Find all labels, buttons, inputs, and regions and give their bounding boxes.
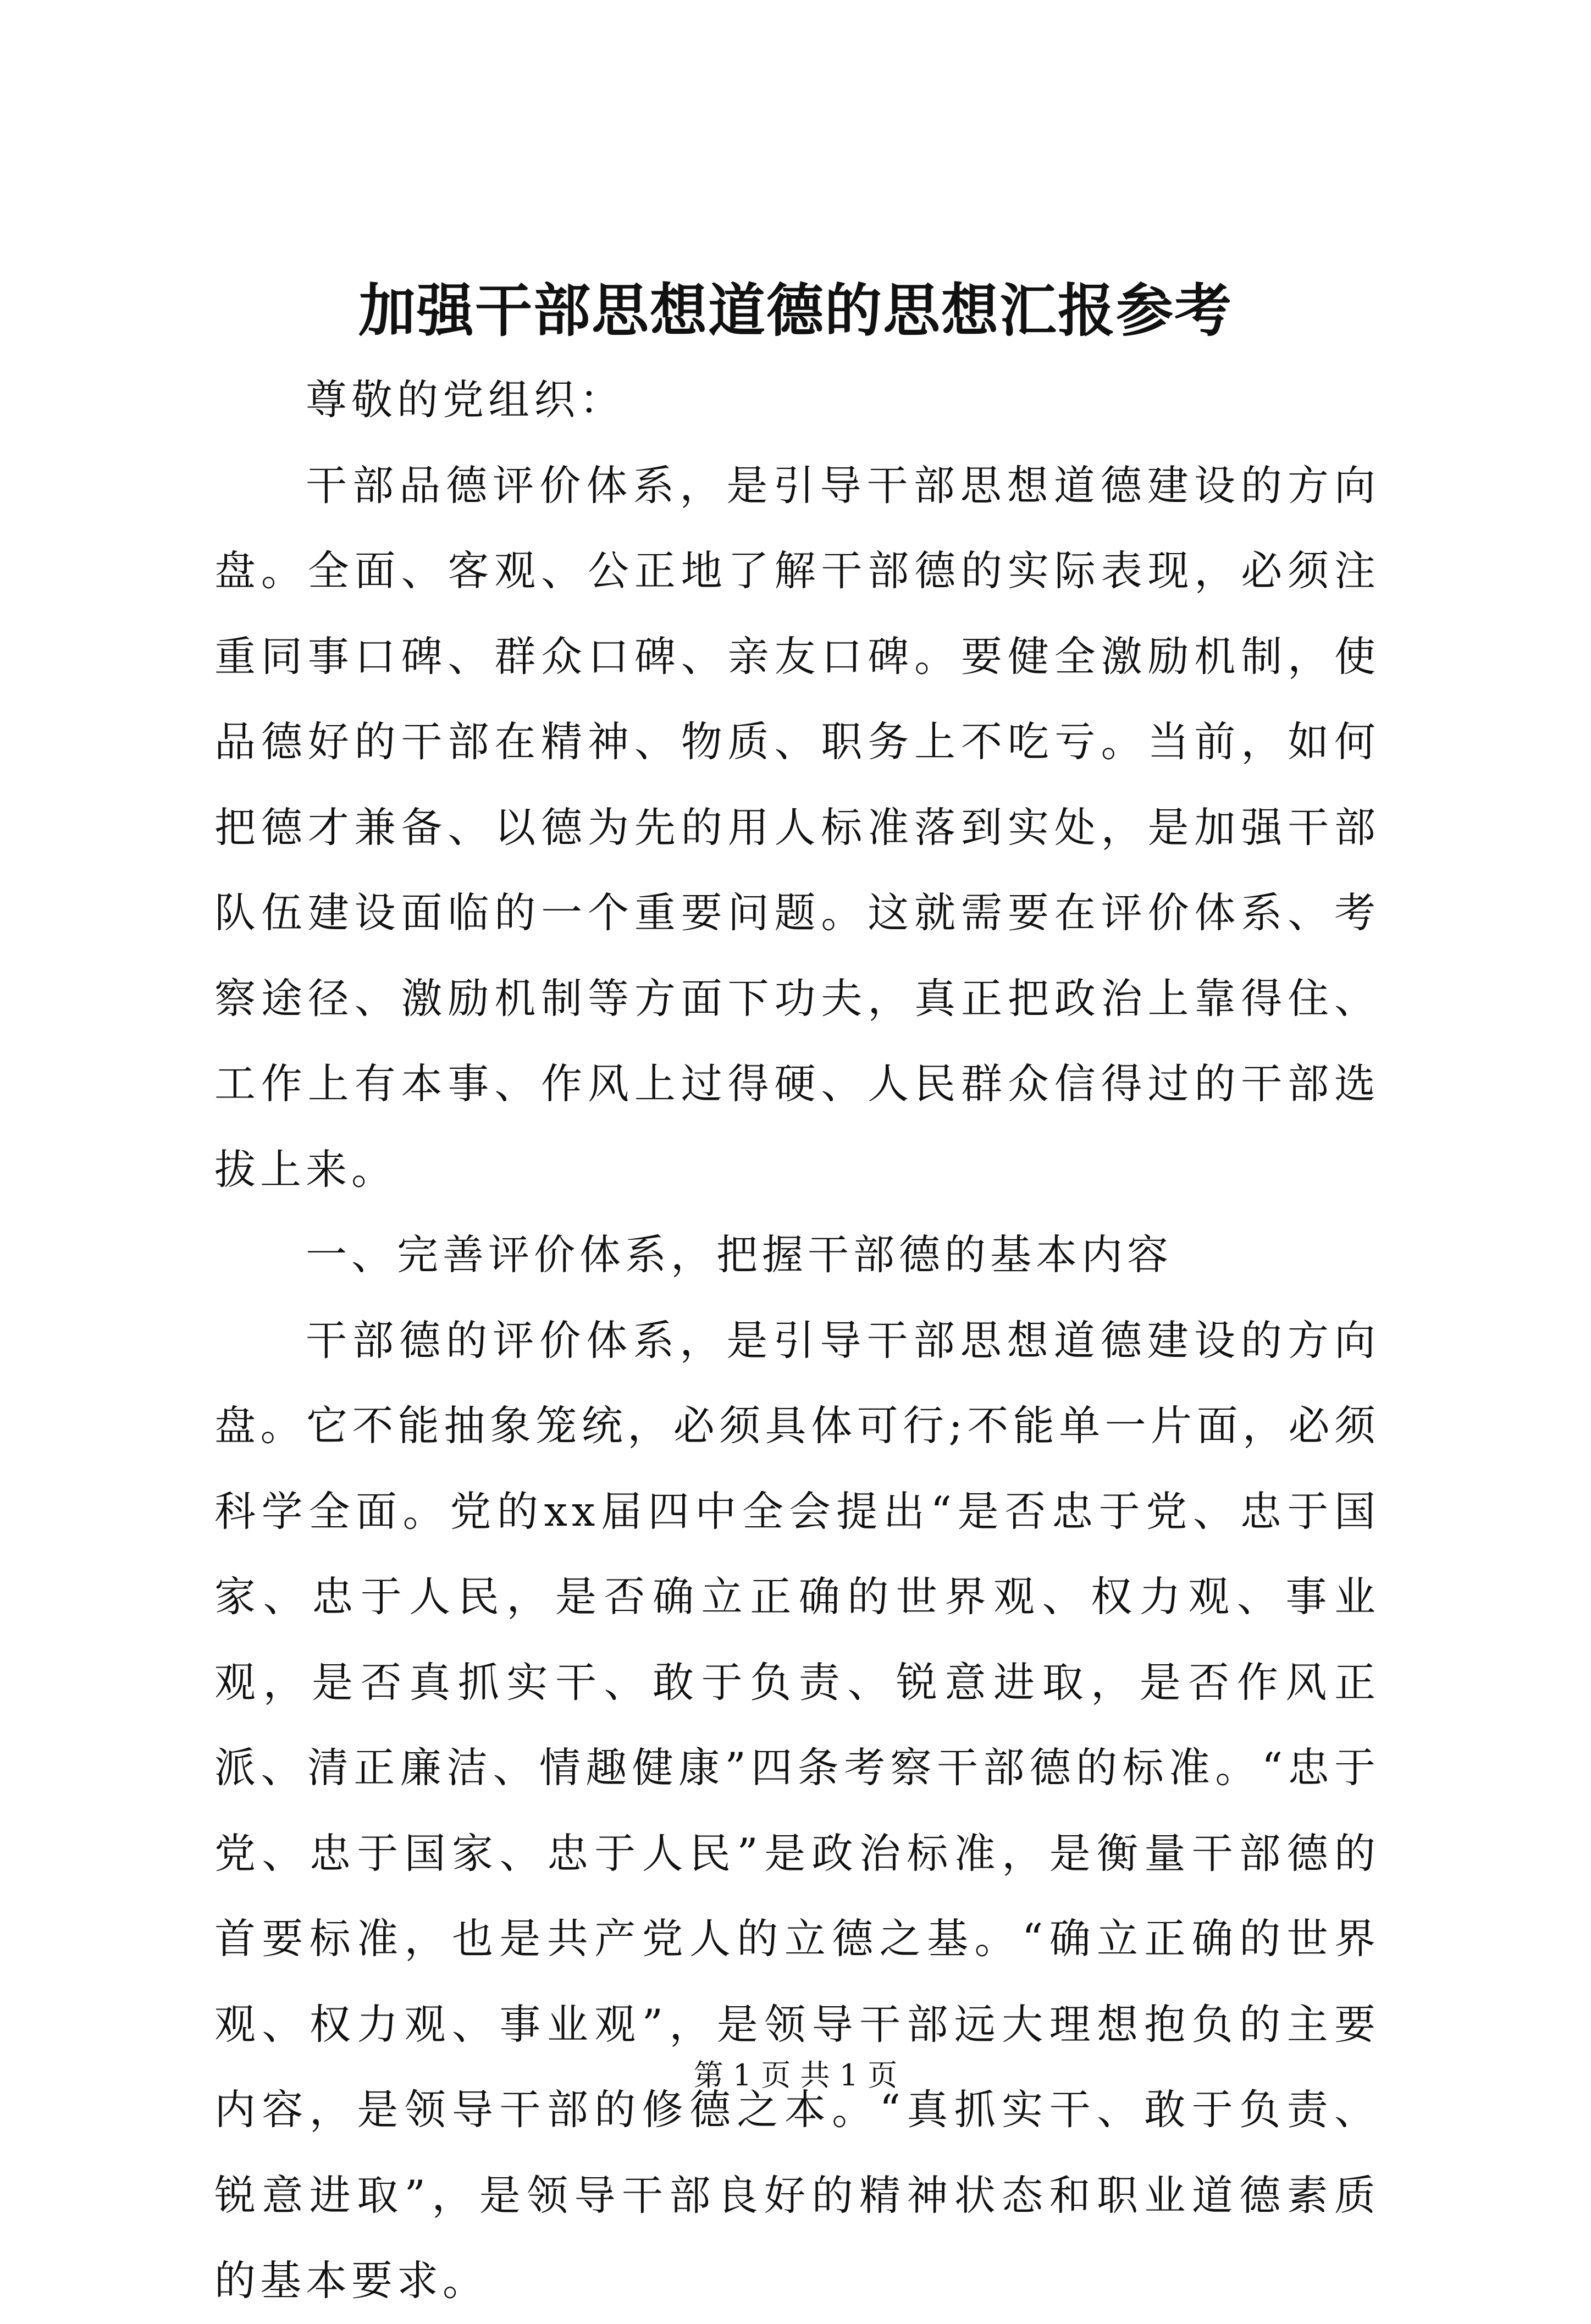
paragraph-section-1: 干部德的评价体系，是引导干部思想道德建设的方向盘。它不能抽象笼统，必须具体可行;不能单一片面，必须科学全面。党的xx届四中全会提出“是否忠于党、忠于国家、忠于人民，是否确立正确的世界观、权力观、事业观，是否真抓实干、敢于负责、锐意进取，是否作风正派、清正廉洁、情趣健康”四条考察干部德的标准。“忠于党、忠于国家、忠于人民”是政治标准，是衡量干部德的首要标准，也是共产党人的立德之基。“确立正确的世界观、权力观、事业观”，是领导干部远大理想抱负的主要内容，是领导干部的修德之本。“真抓实干、敢于负责、锐意进取”，是领导干部良好的精神状态和职业道德素质的基本要求。 bbox=[214, 1316, 1380, 2305]
page-number-footer: 第 1 页 共 1 页 bbox=[693, 2058, 898, 2093]
document-body bbox=[214, 357, 1380, 2324]
salutation: 尊敬的党组织： bbox=[306, 376, 626, 424]
section-heading-1: 一、完善评价体系，把握干部德的基本内容 bbox=[306, 1230, 1173, 1279]
document-title: 加强干部思想道德的思想汇报参考 bbox=[358, 277, 1233, 344]
paragraph-intro: 干部品德评价体系，是引导干部思想道德建设的方向盘。全面、客观、公正地了解干部德的实际表现，必须注重同事口碑、群众口碑、亲友口碑。要健全激励机制，使品德好的干部在精神、物质、职务上不吃亏。当前，如何把德才兼备、以德为先的用人标准落到实处，是加强干部队伍建设面临的一个重要问题。这就需要在评价体系、考察途径、激励机制等方面下功夫，真正把政治上靠得住、工作上有本事、作风上过得硬、人民群众信得过的干部选拔上来。 bbox=[214, 461, 1380, 1194]
